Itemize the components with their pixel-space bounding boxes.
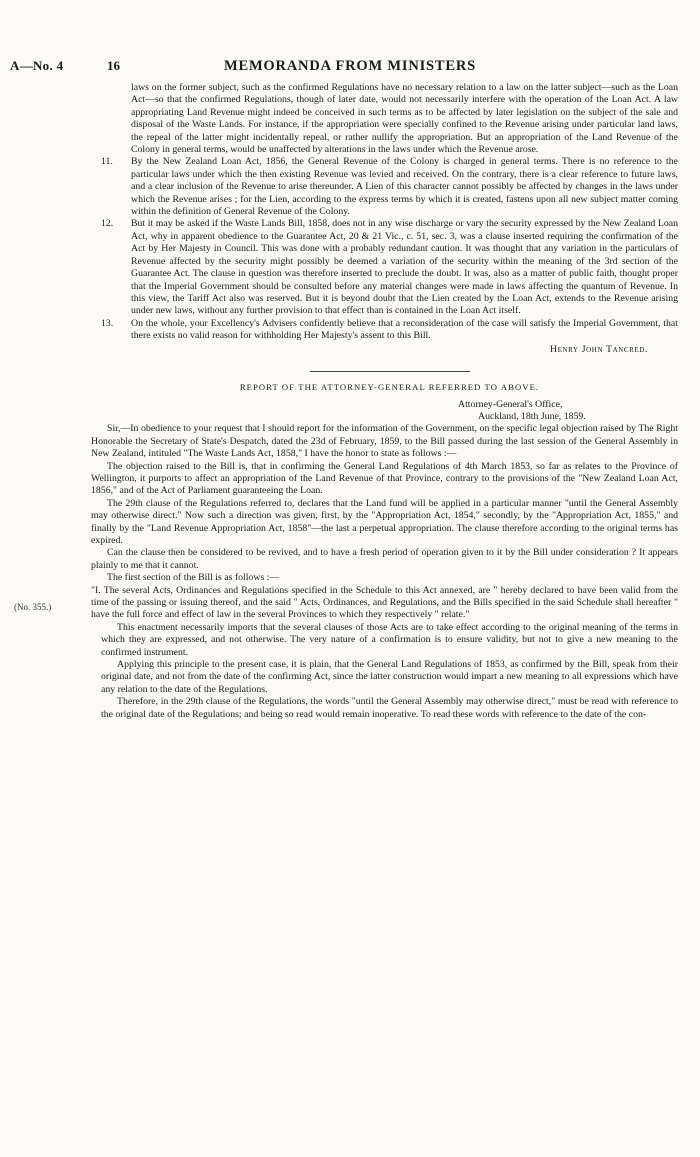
report-office: Attorney-General's Office, — [458, 398, 563, 410]
document-body — [91, 82, 678, 721]
report-place-date: Auckland, 18th June, 1859. — [478, 410, 586, 422]
section-divider — [310, 371, 470, 372]
report-title: REPORT OF THE ATTORNEY-GENERAL REFERRED TO ABOVE. — [239, 381, 540, 392]
page-title: MEMORANDA FROM MINISTERS — [223, 58, 476, 74]
signature: Henry John Tancred. — [549, 343, 648, 355]
report-paragraph: Sir,—In obedience to your request that I should report for the information of the Government, on the specific legal objection raised by The Right Honorable the Secretary of State's Despatch, dated the 23d of February, 1859, to the Bill passed during the last session of the General Assembly in New Zealand, intituled "The Waste Lands Act, 1858," I have the honor to state as follows :— — [91, 423, 678, 460]
paragraph-10-continued: laws on the former subject, such as the confirmed Regulations have no necessary relation to a law on the latter subject—such as the Loan Act—so that the confirmed Regulations, though of later date, would not necessarily interfere with the operation of the Loan Act. A law appropriating Land Revenue might indeed be conceived in such terms as to be affected by later legislation on the subject of the sale and disposal of the Waste Lands. For instance, if the appropriation were specially confined to the Revenue arising under particular land laws, the repeal of the latter might incidentally repeal, or rather nullify the appropriation. But an appropriation of the Land Revenue of the Colony in general terms, would be unaffected by alterations in the laws under which the Revenue arose. — [131, 82, 678, 156]
quoted-section: "I. The several Acts, Ordinances and Regulations specified in the Schedule to this Act annexed, are " hereby declared to have been valid from the time of the passing or issuing thereof, and the said " Acts, Ordinances, and Regulations, and the Bills specified in the said Schedule shall hereafter " have the full force and effect of law in the several Provinces to which they respectively " relate." — [91, 584, 678, 621]
paragraph-11 — [101, 156, 678, 218]
page-header — [0, 58, 700, 78]
report-paragraph: The first section of the Bill is as follows :— — [107, 572, 280, 584]
report-paragraph: The 29th clause of the Regulations referred to, declares that the Land fund will be applied in a particular manner "until the General Assembly may otherwise direct." Now such a direction was given, first, by the "Appropriation Act, 1854," secondly, by the "Appropriation Act, 1855," and finally by the "Land Revenue Appropriation Act, 1858"—the last a perpetual appropriation. The clause therefore according to the original terms has expired. — [91, 497, 678, 546]
margin-note: (No. 355.) — [14, 602, 52, 612]
paragraph-number: 11. — [101, 156, 113, 168]
report-paragraph: Therefore, in the 29th clause of the Regulations, the words "until the General Assembly may otherwise direct," must be read with reference to the original date of the Regulations; and being so read would remain inoperative. To read these words with reference to the date of the con- — [101, 696, 678, 720]
paragraph-12 — [101, 218, 678, 317]
paragraph-text: On the whole, your Excellency's Advisers confidently believe that a reconsideration of the case will satisfy the Imperial Government, that there exists no valid reason for withholding Her Majesty's assent to this Bill. — [131, 317, 678, 342]
report-paragraph: Can the clause then be considered to be revived, and to have a fresh period of operation given to it by the Bill under consideration ? It appears plainly to me that it cannot. — [91, 547, 678, 571]
page-number: 16 — [107, 58, 120, 73]
paragraph-number: 13. — [101, 317, 114, 329]
paragraph-13 — [101, 318, 678, 343]
paragraph-text: By the New Zealand Loan Act, 1856, the General Revenue of the Colony is charged in general terms. There is no reference to the particular laws under which the then existing Revenue was levied and received. On the contrary, there is a clear reference to future laws, and a clear inclusion of the Revenue to arise thereunder. A Lien of this character cannot possibly be affected by changes in the laws under which the Revenue arises ; for the Lien, according to the express terms by which it is created, fastens upon all new subject matter coming within the definition of General Revenue of the Colony. — [131, 156, 678, 218]
report-paragraph: The objection raised to the Bill is, that in confirming the General Land Regulations of 4th March 1853, so far as relates to the Province of Wellington, it purports to affect an appropriation of the Land Revenue of that Province, contrary to the provisions of the "New Zealand Loan Act, 1856," and of the Act of Parliament guaranteeing the Loan. — [91, 460, 678, 497]
report-paragraph: Applying this principle to the present case, it is plain, that the General Land Regulations of 1853, as confirmed by the Bill, speak from their original date, and not from the date of the confirming Act, since the latter construction would impart a new meaning to all expressions which have any relation to the date of the Regulations. — [101, 659, 678, 695]
document-reference: A—No. 4 — [10, 58, 64, 73]
report-paragraph: This enactment necessarily imports that the several clauses of those Acts are to take effect according to the original meaning of the terms in which they are expressed, and not otherwise. The very nature of a confirmation is to ensure validity, but not to give a new meaning to the confirmed instrument. — [101, 621, 678, 658]
paragraph-number: 12. — [101, 218, 114, 230]
paragraph-text: But it may be asked if the Waste Lands Bill, 1858, does not in any wise discharge or vary the security expressed by the New Zealand Loan Act, why in apparent obedience to the Guarantee Act, 20 & 21 Vic., c. 51, sec. 3, was a clause inserted requiring the confirmation of the Act by Her Majesty in Council. This was done with a probably redundant caution. It was thought that any variation in the particulars of Revenue affected by the security might possibly be deemed a variation of the security within the meaning of the 3rd section of the Guarantee Act. The clause in question was therefore inserted to preclude the doubt. It was, also as a matter of public faith, thought proper that the Imperial Government should be consulted before any material changes were made in laws affecting the quantum of Revenue. In this view, the Tariff Act also was reserved. But it is beyond doubt that the Lien created by the Loan Act, extends to the Revenue arising under new laws, without any further provision to that effect than is contained in the Loan Act itself. — [131, 218, 678, 317]
